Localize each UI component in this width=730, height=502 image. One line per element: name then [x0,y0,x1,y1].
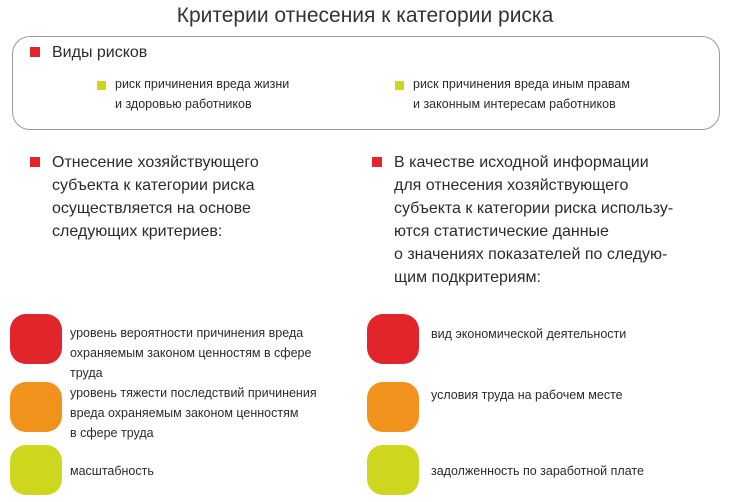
risk-type-other-rights: риск причинения вреда иным правам и законным интересам работников [413,77,630,111]
risk-type-bullet-icon [97,81,106,90]
criterion-red-circle-icon [10,314,62,364]
left-block-bullet-icon [30,157,40,167]
subcriterion-yellow-circle-icon [367,445,419,495]
subcriterion-wage-arrears: задолженность по заработной плате [431,464,644,478]
criterion-orange-circle-icon [10,382,62,432]
risk-type-bullet-icon [395,81,404,90]
right-block-bullet-icon [372,157,382,167]
subcriterion-red-circle-icon [367,314,419,364]
subcriterion-working-conditions: условия труда на рабочем месте [431,388,623,402]
risk-types-heading: Виды рисков [52,44,148,61]
right-block-text: В качестве исходной информации для отнесения хозяйствующего субъекта к категории риска использу- ются статистические данные о значениях показателей по следую- щим подкритериям: [394,154,674,286]
diagram-title: Критерии отнесения к категории риска [176,4,554,27]
criterion-scale: масштабность [70,464,154,478]
criterion-probability: уровень вероятности причинения вреда охраняемым законом ценностям в сфере труда [70,326,312,380]
criterion-yellow-circle-icon [10,445,62,495]
risk-types-bullet-icon [30,47,40,57]
subcriterion-orange-circle-icon [367,382,419,432]
criterion-severity: уровень тяжести последствий причинения вреда охраняемым законом ценностям в сфере труда [70,386,317,440]
risk-type-life-health: риск причинения вреда жизни и здоровью работников [115,77,290,111]
subcriterion-economic-activity: вид экономической деятельности [431,327,627,341]
left-block-text: Отнесение хозяйствующего субъекта к категории риска осуществляется на основе следующих критериев: [52,154,259,240]
